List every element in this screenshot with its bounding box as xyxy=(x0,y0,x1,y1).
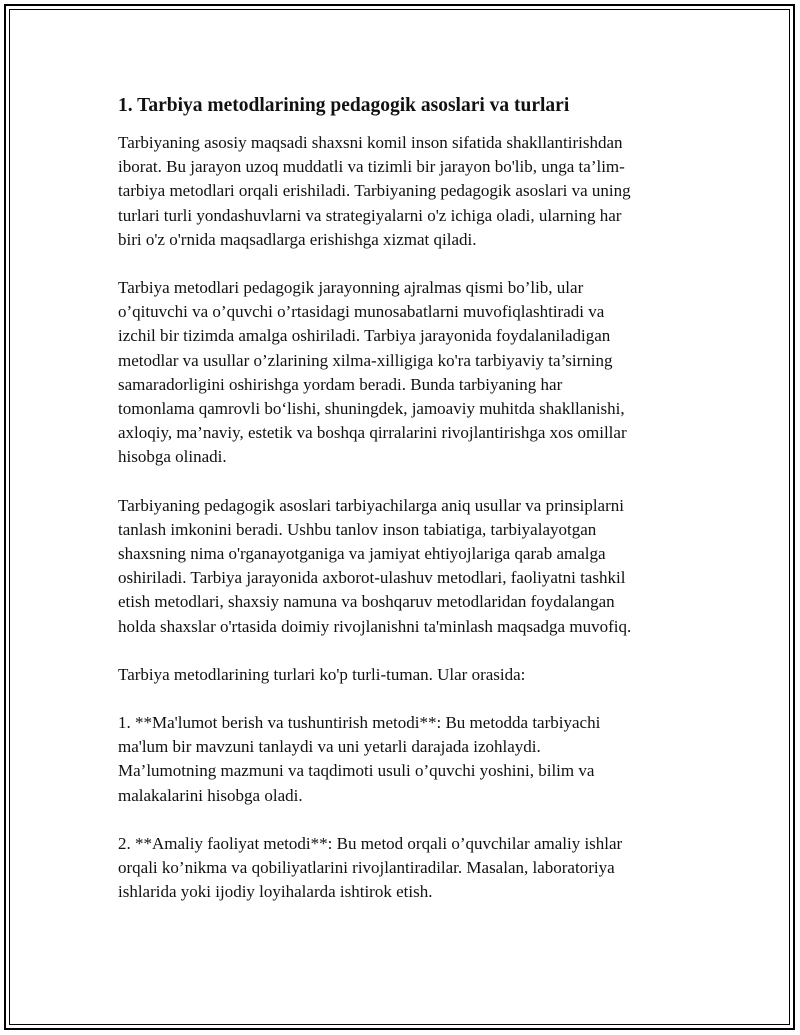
text-line: tanlash imkonini beradi. Ushbu tanlov inson tabiatiga, tarbiyalayotgan xyxy=(118,519,597,539)
text-line: Ma’lumotning mazmuni va taqdimoti usuli o’quvchi yoshini, bilim va xyxy=(118,761,595,781)
text-line: izchil bir tizimda amalga oshiriladi. Tarbiya jarayonida foydalaniladigan xyxy=(118,326,611,346)
text-line: tomonlama qamrovli bo‘lishi, shuningdek, jamoaviy muhitda shakllanishi, xyxy=(118,399,625,419)
text-line: samaradorligini oshirishga yordam beradi. Bunda tarbiyaning har xyxy=(118,374,563,394)
text-line: Tarbiya metodlarining turlari ko'p turli-tuman. Ular orasida: xyxy=(118,664,526,684)
text-line: ishlarida yoki ijodiy loyihalarda ishtirok etish. xyxy=(118,882,433,902)
section-heading: 1. Tarbiya metodlarining pedagogik asoslari va turlari xyxy=(118,95,570,116)
text-line: ma'lum bir mavzuni tanlaydi va uni yetarli darajada izohlaydi. xyxy=(118,737,541,757)
text-line: Tarbiya metodlari pedagogik jarayonning ajralmas qismi bo’lib, ular xyxy=(118,278,584,298)
text-line: holda shaxslar o'rtasida doimiy rivojlanishni ta'minlash maqsadga muvofiq. xyxy=(118,616,632,636)
text-line: orqali ko’nikma va qobiliyatlarini rivojlantiradilar. Masalan, laboratoriya xyxy=(118,858,615,878)
list-item-2 xyxy=(118,832,688,905)
paragraph-1 xyxy=(118,131,688,252)
text-line: iborat. Bu jarayon uzoq muddatli va tizimli bir jarayon bo'lib, unga ta’lim- xyxy=(118,157,625,177)
text-line: tarbiya metodlari orqali erishiladi. Tarbiyaning pedagogik asoslari va uning xyxy=(118,181,631,201)
text-line: Tarbiyaning asosiy maqsadi shaxsni komil inson sifatida shakllantirishdan xyxy=(118,133,623,152)
text-line: turlari turli yondashuvlarni va strategiyalarni o'z ichiga oladi, ularning har xyxy=(118,205,622,225)
list-item-1 xyxy=(118,711,688,808)
paragraph-4 xyxy=(118,663,688,687)
text-line: hisobga olinadi. xyxy=(118,447,227,467)
text-line: shaxsning nima o'rganayotganiga va jamiyat ehtiyojlariga qarab amalga xyxy=(118,544,606,564)
paragraph-2 xyxy=(118,276,688,470)
text-line: Tarbiyaning pedagogik asoslari tarbiyachilarga aniq usullar va prinsiplarni xyxy=(118,495,624,515)
text-line: metodlar va usullar o’zlarining xilma-xilligiga ko'ra tarbiyaviy ta’sirning xyxy=(118,350,613,370)
text-line: o’qituvchi va o’quvchi o’rtasidagi munosabatlarni muvofiqlashtiradi va xyxy=(118,302,605,322)
text-line: malakalarini hisobga oladi. xyxy=(118,785,303,805)
text-line: axloqiy, ma’naviy, estetik va boshqa qirralarini rivojlantirishga xos omillar xyxy=(118,423,627,443)
text-line: 1. **Ma'lumot berish va tushuntirish metodi**: Bu metodda tarbiyachi xyxy=(118,713,601,733)
text-line: biri o'z o'rnida maqsadlarga erishishga xizmat qiladi. xyxy=(118,229,477,249)
text-line: oshiriladi. Tarbiya jarayonida axborot-ulashuv metodlari, faoliyatni tashkil xyxy=(118,568,626,588)
paragraph-3 xyxy=(118,494,688,639)
text-line: 2. **Amaliy faoliyat metodi**: Bu metod orqali o’quvchilar amaliy ishlar xyxy=(118,833,623,853)
text-line: etish metodlari, shaxsiy namuna va boshqaruv metodlaridan foydalangan xyxy=(118,592,615,612)
document-body xyxy=(118,92,688,928)
